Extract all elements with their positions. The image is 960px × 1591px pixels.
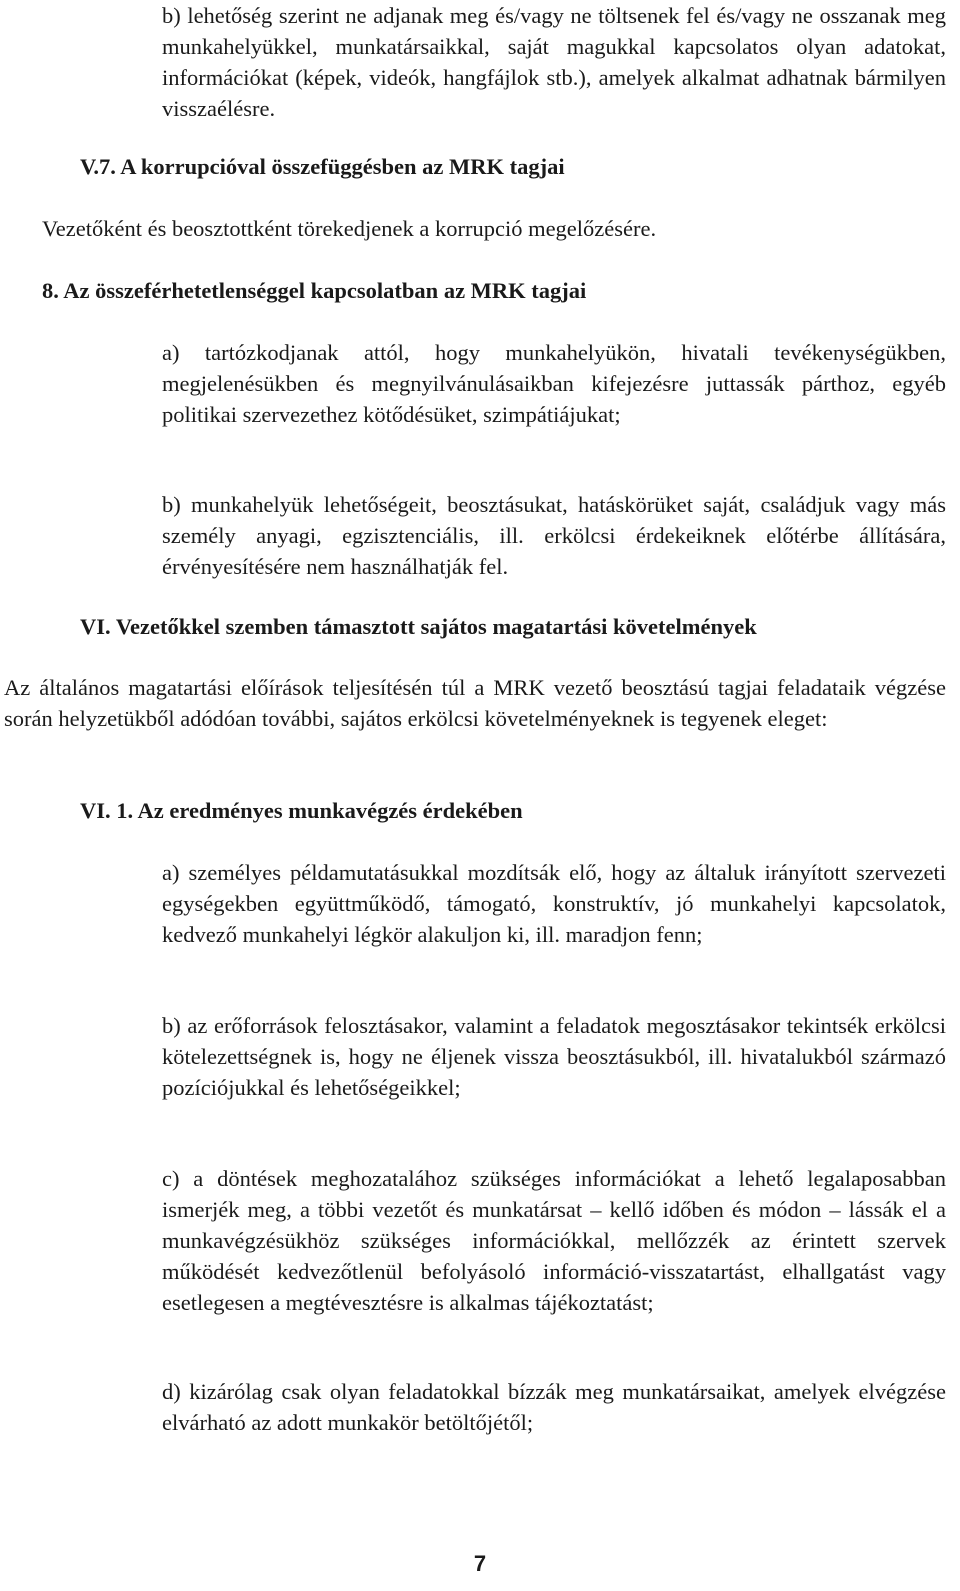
paragraph-vi-1-b: b) az erőforrások felosztásakor, valamint a feladatok megosztásakor tekintsék erkölcsi kötelezettségnek is, hogy ne éljenek vissza beosztásukból, ill. hivatalukból származó pozíciójukkal és lehetőségeikkel; [162, 1013, 946, 1100]
page-number: 7 [473, 1551, 487, 1576]
paragraph-vi-1-d: d) kizárólag csak olyan feladatokkal bízzák meg munkatársaikat, amelyek elvégzése elvárható az adott munkakör betöltőjétől; [162, 1379, 946, 1435]
paragraph-v8-b: b) munkahelyük lehetőségeit, beosztásukat, hatáskörüket saját, családjuk vagy más személy anyagi, egzisztenciális, ill. erkölcsi érdekeiknek előtérbe állítására, érvényesítésére nem használhatják fel. [162, 492, 946, 579]
heading-v7: V.7. A korrupcióval összefüggésben az MRK tagjai [80, 154, 565, 179]
paragraph-v7: Vezetőként és beosztottként törekedjenek a korrupció megelőzésére. [42, 216, 657, 241]
paragraph-vi-1-a: a) személyes példamutatásukkal mozdítsák elő, hogy az általuk irányított szervezeti egységekben együttműködő, támogató, konstruktív, jó munkahelyi kapcsolatok, kedvező munkahelyi légkör alakuljon ki, ill. maradjon fenn; [162, 860, 946, 947]
heading-vi: VI. Vezetőkkel szemben támasztott sajátos magatartási követelmények [80, 614, 757, 639]
paragraph-v8-a: a) tartózkodjanak attól, hogy munkahelyükön, hivatali tevékenységükben, megjelenésükben és megnyilvánulásaikban kifejezésre juttassák párthoz, egyéb politikai szervezethez kötődésüket, szimpátiájukat; [162, 340, 946, 427]
heading-vi-1: VI. 1. Az eredményes munkavégzés érdekében [80, 798, 523, 823]
paragraph-v6-b: b) lehetőség szerint ne adjanak meg és/vagy ne töltsenek fel és/vagy ne osszanak meg munkahelyükkel, munkatársaikkal, saját magukkal kapcsolatos olyan adatokat, információkat (képek, videók, hangfájlok stb.), amelyek alkalmat adhatnak bármilyen visszaélésre. [162, 3, 946, 121]
paragraph-vi-1-c: c) a döntések meghozatalához szükséges információkat a lehető legalaposabban ismerjék meg, a többi vezetőt és munkatársat – kellő időben és módon – lássák el a munkavégzésükhöz szükséges információkkal, mellőzzék az érintett szervek működését kedvezőtlenül befolyásoló információ-visszatartást, elhallgatást vagy esetlegesen a megtévesztésre is alkalmas tájékoztatást; [162, 1166, 946, 1315]
paragraph-vi-intro: Az általános magatartási előírások teljesítésén túl a MRK vezető beosztású tagjai feladataik végzése során helyzetükből adódóan további, sajátos erkölcsi követelményeknek is tegyenek eleget: [4, 675, 946, 731]
heading-v8: 8. Az összeférhetetlenséggel kapcsolatban az MRK tagjai [42, 278, 587, 303]
